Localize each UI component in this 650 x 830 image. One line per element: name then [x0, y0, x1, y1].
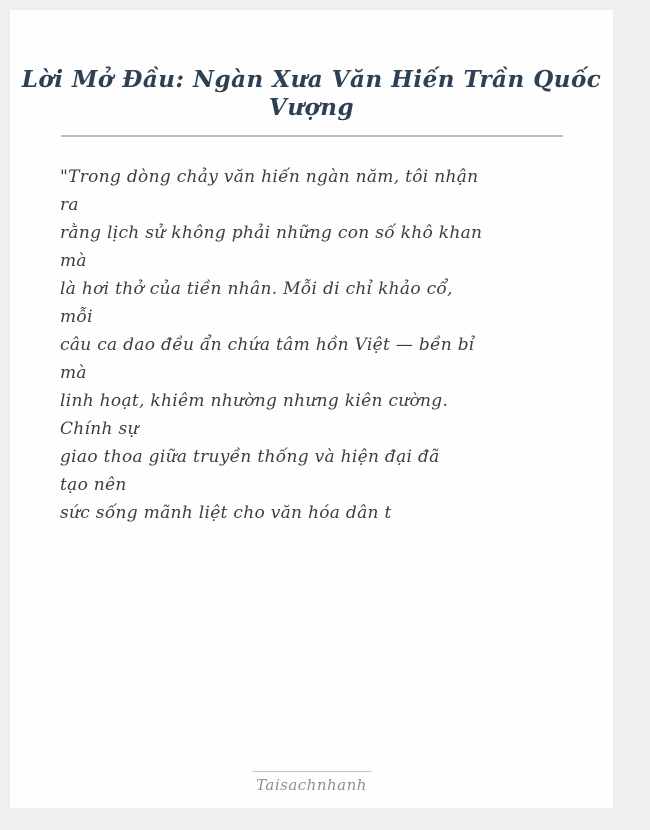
text-line: ra	[60, 195, 79, 216]
text-line: linh hoạt, khiêm nhường nhưng kiên cường.	[60, 391, 449, 412]
text-line: giao thoa giữa truyền thống và hiện đại đã	[60, 447, 440, 468]
text-line: câu ca dao đều ẩn chứa tâm hồn Việt — bền bỉ	[60, 335, 475, 356]
page-footer	[10, 771, 613, 794]
text-line: rằng lịch sử không phải những con số khô khan	[60, 223, 483, 244]
text-line: mà	[60, 363, 87, 384]
text-line: mỗi	[60, 307, 93, 328]
document-page	[10, 10, 613, 808]
body-paragraph	[60, 163, 583, 527]
footer-divider	[252, 771, 372, 772]
page-title: Lời Mở Đầu: Ngàn Xưa Văn Hiến Trần Quốc Vượng	[21, 66, 602, 121]
text-line: sức sống mãnh liệt cho văn hóa dân t	[60, 503, 392, 524]
text-line: Chính sự	[60, 419, 139, 440]
text-line: là hơi thở của tiền nhân. Mỗi di chỉ khảo cổ,	[60, 279, 453, 300]
title-divider	[61, 135, 563, 137]
text-line: "Trong dòng chảy văn hiến ngàn năm, tôi nhận	[60, 167, 479, 188]
footer-brand: Taisachnhanh	[256, 776, 367, 794]
text-line: tạo nên	[60, 475, 127, 496]
text-line: mà	[60, 251, 87, 272]
